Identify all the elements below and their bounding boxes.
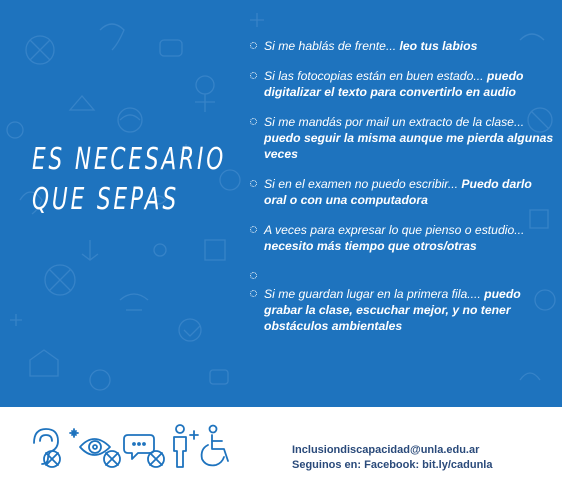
person-plus-icon (174, 425, 198, 467)
list-item: Si me hablás de frente... leo tus labios (250, 38, 555, 54)
heading-line-1: ES NECESARIO (32, 142, 227, 177)
dotted-circle-bullet-icon (250, 272, 257, 279)
contact-info (292, 443, 492, 473)
list-item: Si me mandás por mail un extracto de la clase... puedo seguir la misma aunque me pierda algunas veces (250, 114, 555, 162)
wheelchair-icon (202, 426, 228, 466)
list-item-empty (250, 268, 555, 284)
ear-crossed-icon (34, 429, 60, 467)
dotted-circle-bullet-icon (250, 72, 257, 79)
dotted-circle-bullet-icon (250, 290, 257, 297)
eye-crossed-icon (70, 429, 120, 467)
dotted-circle-bullet-icon (250, 226, 257, 233)
dotted-circle-bullet-icon (250, 118, 257, 125)
heading-line-2: QUE SEPAS (32, 182, 180, 217)
dotted-circle-bullet-icon (250, 42, 257, 49)
main-heading (32, 140, 227, 220)
contact-facebook[interactable]: Seguinos en: Facebook: bit.ly/cadunla (292, 459, 493, 471)
footer-icons (28, 421, 248, 471)
speech-bubble-crossed-icon (124, 435, 164, 467)
contact-email[interactable]: Inclusiondiscapacidad@unla.edu.ar (292, 444, 480, 456)
list-item: Si me guardan lugar en la primera fila.... puedo grabar la clase, escuchar mejor, y no tener obstáculos ambientales (250, 286, 555, 334)
list-item: Si en el examen no puedo escribir... Puedo darlo oral o con una computadora (250, 176, 555, 208)
statements-list (250, 38, 555, 348)
list-item: A veces para expresar lo que pienso o estudio... necesito más tiempo que otros/otras (250, 222, 555, 254)
dotted-circle-bullet-icon (250, 180, 257, 187)
list-item: Si las fotocopias están en buen estado... puedo digitalizar el texto para convertirlo en audio (250, 68, 555, 100)
